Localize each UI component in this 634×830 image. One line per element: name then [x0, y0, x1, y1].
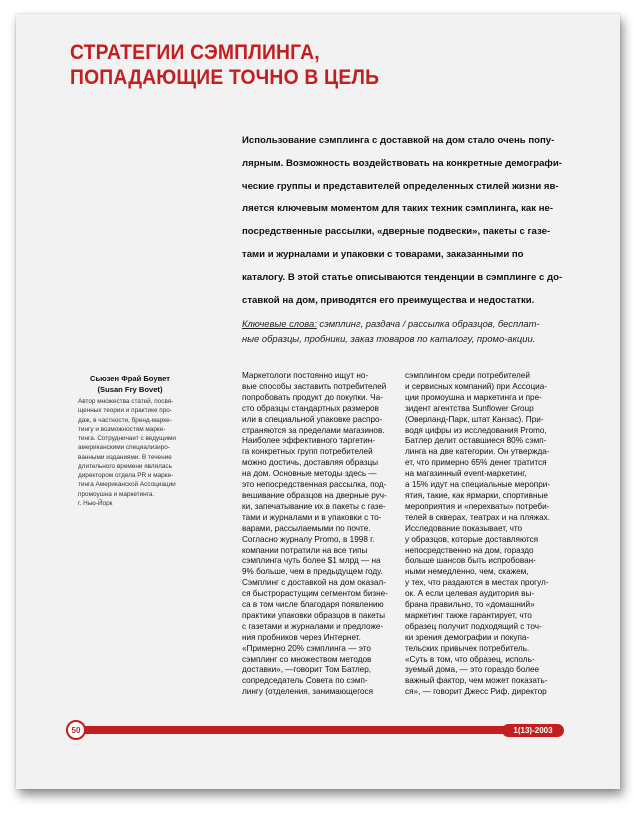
body-line: на магазинный event-маркетинг,	[405, 469, 527, 479]
body-line: у тех, что раздаются в местах прогул-	[405, 578, 549, 588]
body-line: это непосредственная рассылка, под-	[242, 480, 387, 490]
bio-line: американскими специализиро-	[78, 444, 170, 452]
body-line: сэмплинг со множеством методов	[242, 654, 372, 664]
body-line: Исследование показывает, что	[405, 523, 523, 533]
body-line: ки, запечатывание их в пакеты с газе-	[242, 501, 386, 511]
body-line: ции промоушна и маркетинга и пре-	[405, 392, 542, 402]
body-line: доставки», —говорит Том Батлер,	[242, 665, 372, 675]
body-line: «Суть в том, что образец, исполь-	[405, 654, 535, 664]
keywords-line: ные образцы, пробники, заказ товаров по каталогу, промо-акции.	[242, 332, 536, 344]
bio-line: тинга Американской Ассоциации	[78, 481, 176, 489]
article-title-line: СТРАТЕГИИ СЭМПЛИНГА,	[70, 41, 320, 64]
body-line: зуемый дома, — это гораздо более	[405, 665, 540, 675]
body-line: на дом. Основные методы здесь —	[242, 469, 377, 479]
body-line: сэмплингом среди потребителей	[405, 371, 530, 380]
body-line: можно достичь, доставляя образцы	[242, 458, 379, 468]
body-line: образец получит подходящий с точ-	[405, 621, 542, 631]
bio-line: тинга. Сотрудничает с ведущими	[78, 435, 176, 442]
keywords-text: сэмплинг, раздача / рассылка образцов, бесплат-	[316, 318, 540, 329]
body-line: практики упаковки образцов в пакеты	[242, 610, 386, 620]
body-line: а 15% идут на специальные меропри-	[405, 480, 551, 490]
bio-line: щенных теории и практике про-	[78, 407, 172, 415]
magazine-page	[16, 14, 620, 789]
lead-line: ляется ключевым моментом для таких техник сэмплинга, как не-	[242, 203, 554, 215]
body-line: ки зрения демографии и покупа-	[405, 632, 530, 642]
body-line: сто образцы стандартных размеров	[242, 403, 379, 413]
body-line: ся быстрорастущим сегментом бизне-	[242, 589, 388, 599]
keywords-block	[242, 317, 564, 346]
issue-badge: 1(13)-2003	[502, 724, 564, 737]
body-line: непосредственно на дом, гораздо	[405, 545, 534, 555]
bio-line: даж, в частности, бренд-марке-	[78, 416, 172, 424]
bio-line: тингу и возможностям марке-	[78, 425, 166, 433]
body-line: телей в скверах, театрах и на пляжах.	[405, 512, 551, 522]
body-line: водя цифры из исследования Promo,	[405, 425, 547, 435]
body-line: ными немедленно, чем, скажем,	[405, 567, 529, 577]
page-number: 50	[66, 720, 86, 740]
lead-paragraph	[242, 130, 564, 312]
bio-line: промоушна и маркетинга.	[78, 490, 155, 498]
author-name-en: (Susan Fry Bovet)	[97, 384, 163, 394]
body-line: сопредседатель Совета по сэмп-	[242, 676, 368, 686]
body-line: варами, рассылаемыми по почте.	[242, 523, 371, 533]
body-line: тами и журналами и в упаковки с то-	[242, 512, 382, 522]
body-line: са в том числе благодаря появлению	[242, 600, 384, 610]
body-line: Сэмплинг с доставкой на дом оказал-	[242, 578, 386, 588]
body-column-1	[242, 371, 390, 698]
body-line: брана правильно, то «домашний»	[405, 600, 535, 610]
body-line: вешивание образцов на дверные руч-	[242, 490, 387, 500]
body-line: у образцов, которые доставляются	[405, 534, 539, 544]
body-line: «Примерно 20% сэмплинга — это	[242, 643, 371, 653]
body-line: га конкретных групп потребителей	[242, 447, 373, 457]
footer-bar	[76, 726, 560, 734]
author-name	[78, 374, 182, 395]
body-line: 9% больше, чем в предыдущем году.	[242, 567, 383, 577]
body-line: больше шансов быть испробован-	[405, 556, 536, 566]
author-name-ru: Сьюзен Фрай Боувет	[90, 374, 170, 383]
body-line: важный фактор, чем может показать-	[405, 676, 548, 686]
body-line: лингу (отделения, занимающегося	[242, 687, 374, 697]
body-line: линга на две категории. Он утверждa-	[405, 447, 550, 457]
body-line: ния пробников через Интернет.	[242, 632, 361, 642]
lead-line: Использование сэмплинга с доставкой на дом стало очень попу-	[242, 135, 555, 146]
lead-line: ческие группы и представителей определенных стилей жизни яв-	[242, 180, 559, 192]
lead-line: тами и журналами и упаковки с товарами, заказанными по	[242, 248, 524, 260]
lead-line: ставкой на дом, приводятся его преимущества и недостатки.	[242, 294, 535, 306]
body-line: Батлер делит оставшиеся 80% сэмп-	[405, 436, 547, 446]
body-line: (Оверланд-Парк, штат Канзас). При-	[405, 414, 544, 424]
body-line: ся», — говорит Джесс Риф, директор	[405, 687, 547, 697]
keywords-line	[242, 317, 564, 332]
bio-line: длительного времени являлась	[78, 462, 172, 470]
bio-line: ванными изданиями. В течение	[78, 453, 172, 461]
body-line: мероприятия и «перехваты» потреби-	[405, 501, 550, 511]
body-line: или в специальной упаковке распро-	[242, 414, 383, 424]
body-line: ок. А если целевая аудитория вы-	[405, 589, 535, 599]
body-line: Наиболее эффективного таргетин-	[242, 436, 375, 446]
body-line: с газетами и журналами и предложе-	[242, 621, 384, 631]
lead-line: посредственные рассылки, «дверные подвески», пакеты с газе-	[242, 226, 551, 238]
article-title-line: ПОПАДАЮЩИЕ ТОЧНО В ЦЕЛЬ	[70, 66, 380, 89]
body-line: компании потратили на все типы	[242, 545, 368, 555]
lead-line: каталогу. В этой статье описываются тенденции в сэмплинге с до-	[242, 271, 563, 283]
body-line: сэмплинга чуть более $1 млрд — на	[242, 556, 381, 566]
body-column-2	[405, 371, 553, 698]
body-line: ет, что примерно 65% денег тратится	[405, 458, 547, 468]
body-line: вые способы заставить потребителей	[242, 381, 387, 391]
body-line: маркетинг также гарантирует, что	[405, 610, 532, 620]
bio-line: Автор множества статей, посвя-	[78, 398, 174, 405]
body-line: Маркетологи постоянно ищут но-	[242, 371, 369, 380]
bio-line: директором отдела PR и марке-	[78, 472, 174, 479]
body-line: зидент агентства Sunflower Group	[405, 403, 534, 413]
body-line: и сервисных компаний) при Ассоциа-	[405, 381, 548, 391]
body-line: Согласно журналу Promo, в 1998 г.	[242, 534, 375, 544]
body-line: тельских привычек потребитель.	[405, 643, 530, 653]
body-line: попробовать продукт до покупки. Ча-	[242, 392, 383, 402]
body-line: ятия, такие, как ярмарки, спортивные	[405, 490, 548, 500]
article-title	[70, 40, 493, 90]
lead-line: лярным. Возможность воздействовать на конкретные демографи-	[242, 157, 562, 169]
keywords-label: Ключевые слова:	[242, 318, 317, 329]
author-bio	[78, 397, 184, 508]
bio-line: г. Нью-Йорк	[78, 499, 113, 507]
body-line: страняются за пределами магазинов.	[242, 425, 385, 435]
